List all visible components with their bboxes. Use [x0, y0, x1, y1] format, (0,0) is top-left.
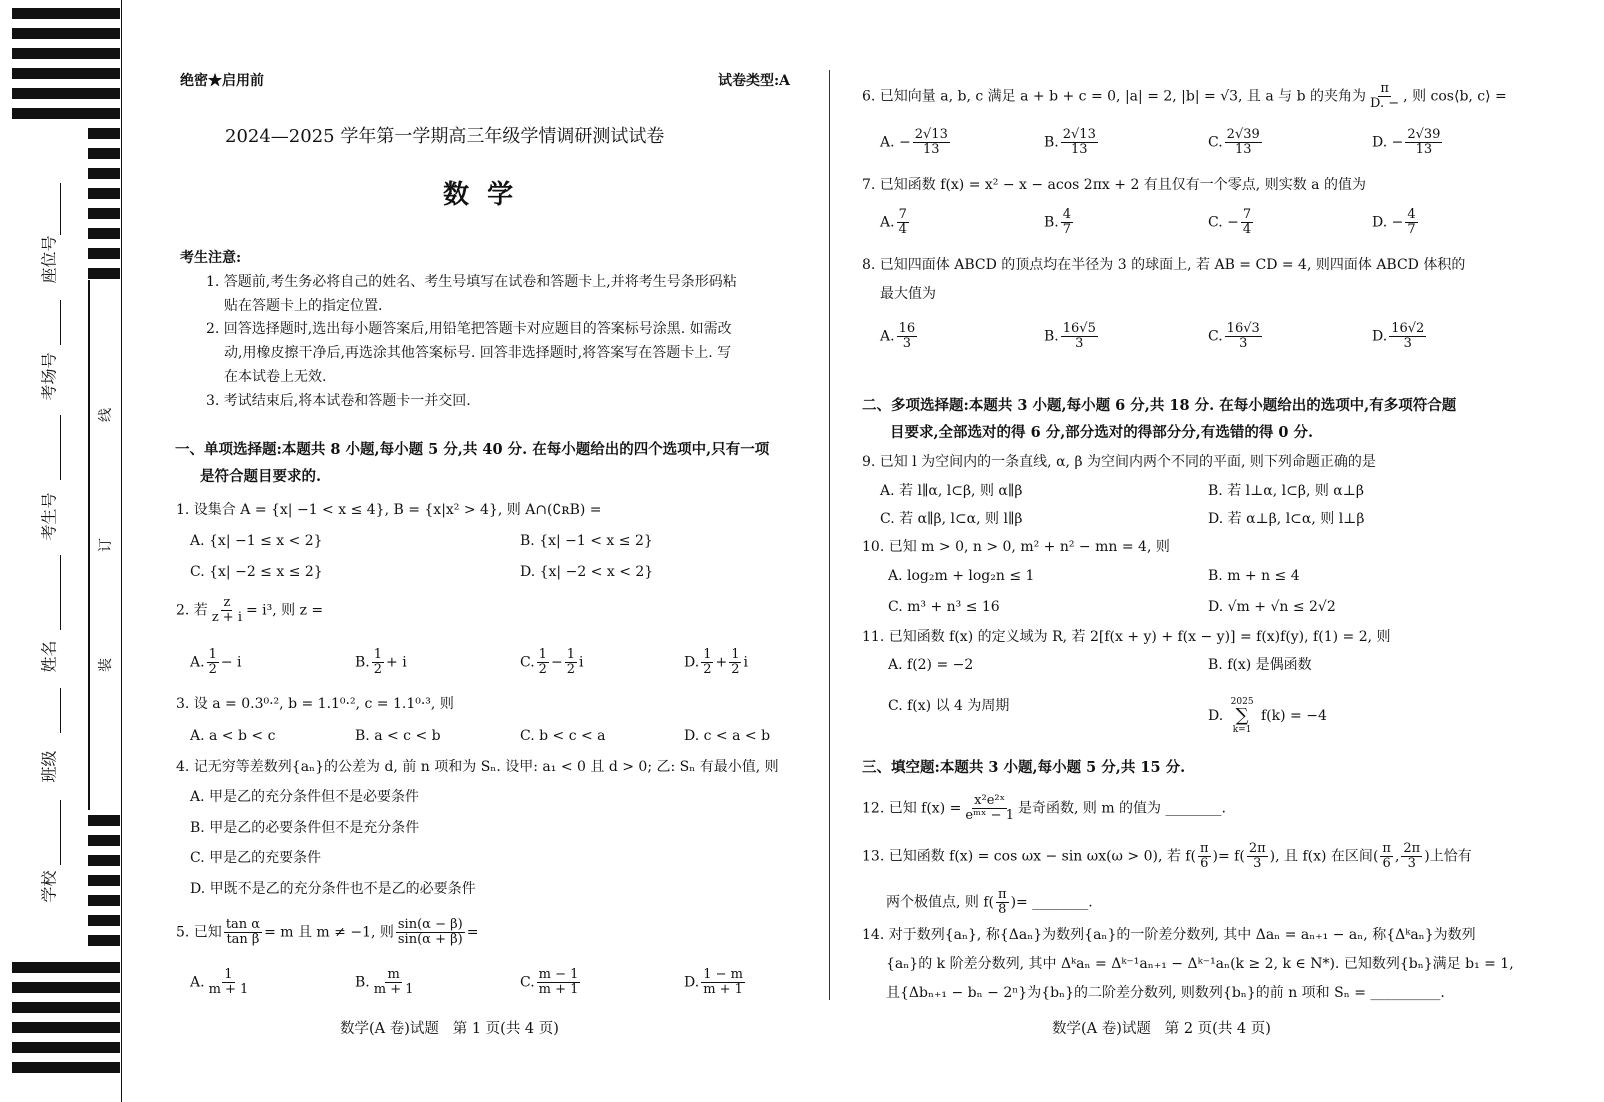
barcode-stripe: [12, 48, 120, 59]
q11-option-a: A. f(2) = −2: [888, 657, 974, 673]
q8-option-c: C. $\frac{16√3}{3}$: [1208, 321, 1260, 351]
q9-option-a: A. 若 l∥α, l⊂β, 则 α∥β: [880, 483, 1023, 499]
q9-option-b: B. 若 l⊥α, l⊂β, 则 α⊥β: [1208, 483, 1365, 499]
q7-option-b: B. $\frac{4}{7}$: [1044, 207, 1072, 237]
name-label: 姓名: [39, 640, 59, 673]
q2-option-c: C. $\frac{1}{2}$ − $\frac{1}{2}$ i: [520, 647, 584, 677]
q3-option-d: D. c < a < b: [684, 728, 771, 744]
question-10-stem: 10. 已知 m > 0, n > 0, m² + n² − mn = 4, 则: [862, 539, 1170, 555]
barcode-stripe: [88, 935, 120, 946]
q9-option-d: D. 若 α⊥β, l⊂α, 则 l⊥β: [1208, 511, 1365, 527]
barcode-stripe: [12, 108, 120, 119]
q8-option-d: D. $\frac{16√2}{3}$: [1372, 321, 1425, 351]
barcode-stripe: [88, 188, 120, 199]
barcode-stripe: [88, 915, 120, 926]
q3-option-c: C. b < c < a: [520, 728, 606, 744]
q6-option-a: A. − $\frac{2√13}{13}$: [880, 127, 948, 157]
question-11-stem: 11. 已知函数 f(x) 的定义域为 R, 若 2[f(x + y) + f(x − y)] = f(x)f(y), f(1) = 2, 则: [862, 629, 1391, 645]
section-1-heading-cont: 是符合题目要求的.: [200, 468, 322, 485]
barcode-stripe: [88, 268, 120, 279]
notice-line: 3. 考试结束后,将本试卷和答题卡一并交回.: [206, 393, 471, 409]
class-label: 班级: [39, 750, 59, 783]
question-6-stem: 6. 已知向量 a, b, c 满足 a + b + c = 0, |a| = 2, |b| = √3, 且 a 与 b 的夹角为 $\frac{\pi}{D. -}$ , 则 cos⟨b, c⟩ =: [862, 81, 1507, 111]
question-4-stem: 4. 记无穷等差数列{aₙ}的公差为 d, 前 n 项和为 Sₙ. 设甲: a₁ < 0 且 d > 0; 乙: Sₙ 有最小值, 则: [176, 759, 779, 775]
barcode-stripe: [12, 1022, 120, 1033]
barcode-stripe: [88, 168, 120, 179]
barcode-stripe: [12, 1002, 120, 1013]
cut-mark-xian: 线: [98, 408, 114, 422]
q8-option-a: A. $\frac{16}{3}$: [880, 321, 916, 351]
fill-line: [60, 300, 61, 345]
barcode-stripe: [88, 835, 120, 846]
question-8-stem-cont: 最大值为: [880, 286, 936, 302]
question-1-stem: 1. 设集合 A = {x| −1 < x ≤ 4}, B = {x|x² > 4}, 则 A∩(∁ʀB) =: [176, 502, 602, 518]
q4-option-b: B. 甲是乙的必要条件但不是充分条件: [190, 820, 420, 836]
q1-option-b: B. {x| −1 < x ≤ 2}: [520, 533, 653, 549]
q11-option-c: C. f(x) 以 4 为周期: [888, 698, 1010, 714]
question-13-stem: 13. 已知函数 f(x) = cos ωx − sin ωx(ω > 0), 若 f( $\frac{\pi}{6}$ )= f( $\frac{2\pi}{3}$ ), 且 f(x) 在区间( $\frac{\pi}{6}$ , $\frac{2\pi}{3}$ )上恰有: [862, 841, 1472, 871]
fill-line: [60, 555, 61, 630]
fill-line: [60, 415, 61, 480]
q8-option-b: B. $\frac{16√5}{3}$: [1044, 321, 1096, 351]
paper-type: 试卷类型:A: [718, 73, 791, 89]
section-2-heading-cont: 目要求,全部选对的得 6 分,部分选对的得部分分,有选错的得 0 分.: [890, 424, 1314, 441]
q3-option-a: A. a < b < c: [190, 728, 276, 744]
q2-option-a: A. $\frac{1}{2}$ − i: [190, 647, 242, 677]
cut-line: [88, 280, 90, 810]
question-13-stem-cont: 两个极值点, 则 f( $\frac{\pi}{8}$ )= ________.: [886, 887, 1093, 917]
barcode-stripe: [12, 962, 120, 973]
exam-room-label: 考场号: [39, 352, 59, 401]
barcode-stripe: [88, 855, 120, 866]
q10-option-a: A. log₂m + log₂n ≤ 1: [888, 568, 1035, 584]
question-7-stem: 7. 已知函数 f(x) = x² − x − acos 2πx + 2 有且仅有一个零点, 则实数 a 的值为: [862, 177, 1366, 193]
q4-option-a: A. 甲是乙的充分条件但不是必要条件: [190, 789, 420, 805]
barcode-stripe: [88, 128, 120, 139]
question-2-stem: 2. 若 $\frac{z}{z + i}$ = i³, 则 z =: [176, 595, 324, 625]
notice-line: 2. 回答选择题时,选出每小题答案后,用铅笔把答题卡对应题目的答案标号涂黑. 如需改: [206, 321, 732, 337]
q1-option-a: A. {x| −1 ≤ x < 2}: [190, 533, 323, 549]
question-12-stem: 12. 已知 f(x) = $\frac{\text{x²e²ˣ}}{\text{eᵐˣ − 1}}$ 是奇函数, 则 m 的值为 ________.: [862, 793, 1226, 823]
summation-symbol: ∑: [1235, 705, 1249, 726]
q7-option-a: A. $\frac{7}{4}$: [880, 207, 907, 237]
page-1-footer: 数学(A 卷)试题 第 1 页(共 4 页): [340, 1021, 559, 1037]
page-edge-line: [121, 0, 122, 1102]
barcode-stripe: [12, 1062, 120, 1073]
question-14-line: 14. 对于数列{aₙ}, 称{Δaₙ}为数列{aₙ}的一阶差分数列, 其中 Δaₙ = aₙ₊₁ − aₙ, 称{Δᵏaₙ}为数列: [862, 927, 1476, 943]
section-2-heading: 二、多项选择题:本题共 3 小题,每小题 6 分,共 18 分. 在每小题给出的选项中,有多项符合题: [862, 397, 1457, 414]
school-label: 学校: [39, 870, 59, 903]
barcode-stripe: [12, 1042, 120, 1053]
page-2-footer: 数学(A 卷)试题 第 2 页(共 4 页): [1052, 1021, 1271, 1037]
notice-line: 在本试卷上无效.: [224, 369, 327, 385]
q2-option-b: B. $\frac{1}{2}$ + i: [355, 647, 407, 677]
fraction: $\frac{z}{z + i}$: [211, 595, 242, 625]
q1-option-c: C. {x| −2 ≤ x ≤ 2}: [190, 564, 323, 580]
q9-option-c: C. 若 α∥β, l⊂α, 则 l∥β: [880, 511, 1023, 527]
q6-option-c: C. $\frac{2√39}{13}$: [1208, 127, 1260, 157]
q10-option-d: D. √m + √n ≤ 2√2: [1208, 599, 1336, 615]
barcode-stripe: [88, 875, 120, 886]
question-14-line: {aₙ}的 k 阶差分数列, 其中 Δᵏaₙ = Δᵏ⁻¹aₙ₊₁ − Δᵏ⁻¹aₙ(k ≥ 2, k ∈ N*). 已知数列{bₙ}满足 b₁ = 1,: [886, 956, 1514, 972]
column-divider: [829, 70, 830, 1000]
q4-option-d: D. 甲既不是乙的充分条件也不是乙的必要条件: [190, 881, 476, 897]
notice-line: 贴在答题卡上的指定位置.: [224, 298, 383, 314]
cut-mark-ding: 订: [98, 538, 114, 552]
notice-title: 考生注意:: [180, 250, 242, 266]
q7-option-d: D. − $\frac{4}{7}$: [1372, 207, 1416, 237]
seat-number-label: 座位号: [39, 235, 59, 284]
candidate-number-label: 考生号: [39, 492, 59, 541]
question-3-stem: 3. 设 a = 0.3⁰·², b = 1.1⁰·², c = 1.1⁰·³, 则: [176, 696, 454, 712]
question-5-stem: 5. 已知 $\frac{\text{tan α}}{\text{tan β}}$ = m 且 m ≠ −1, 则 $\frac{\sin(\alpha - \beta)}{\sin(\alpha + \beta)}$ =: [176, 917, 479, 947]
barcode-stripe: [88, 228, 120, 239]
barcode-stripe: [88, 248, 120, 259]
q6-option-b: B. $\frac{2√13}{13}$: [1044, 127, 1096, 157]
q5-option-b: B. $\frac{m}{m + 1}$: [355, 967, 414, 997]
barcode-stripe: [12, 28, 120, 39]
q7-option-c: C. − $\frac{7}{4}$: [1208, 207, 1252, 237]
q3-option-b: B. a < c < b: [355, 728, 441, 744]
section-3-heading: 三、填空题:本题共 3 小题,每小题 5 分,共 15 分.: [862, 759, 1186, 776]
q6-option-d: D. − $\frac{2√39}{13}$: [1372, 127, 1441, 157]
fill-line: [60, 688, 61, 733]
q11-option-b: B. f(x) 是偶函数: [1208, 657, 1312, 673]
answer-blank: ________.: [1165, 800, 1226, 817]
cut-mark-zhuang: 装: [98, 658, 114, 672]
q1-option-d: D. {x| −2 < x < 2}: [520, 564, 654, 580]
notice-line: 1. 答题前,考生务必将自己的姓名、考生号填写在试卷和答题卡上,并将考生号条形码粘: [206, 274, 737, 290]
barcode-stripe: [88, 895, 120, 906]
barcode-stripe: [12, 982, 120, 993]
section-1-heading: 一、单项选择题:本题共 8 小题,每小题 5 分,共 40 分. 在每小题给出的四个选项中,只有一项: [175, 441, 770, 458]
q5-option-a: A. $\frac{1}{m + 1}$: [190, 967, 249, 997]
question-9-stem: 9. 已知 l 为空间内的一条直线, α, β 为空间内两个不同的平面, 则下列命题正确的是: [862, 454, 1376, 470]
question-14-line: 且{Δbₙ₊₁ − bₙ − 2ⁿ}为{bₙ}的二阶差分数列, 则数列{bₙ}的前 n 项和 Sₙ = __________.: [886, 985, 1445, 1001]
q10-option-b: B. m + n ≤ 4: [1208, 568, 1300, 584]
q5-option-d: D. $\frac{1 - m}{m + 1}$: [684, 967, 743, 997]
q10-option-c: C. m³ + n³ ≤ 16: [888, 599, 1000, 615]
q11-option-d: D. 2025 ∑ k=1 f(k) = −4: [1208, 697, 1327, 735]
q2-option-d: D. $\frac{1}{2}$ + $\frac{1}{2}$ i: [684, 647, 748, 677]
fill-line: [60, 183, 61, 235]
barcode-stripe: [12, 88, 120, 99]
subject-title: 数 学: [443, 180, 514, 210]
barcode-stripe: [88, 148, 120, 159]
q4-option-c: C. 甲是乙的充要条件: [190, 850, 322, 866]
fill-line: [60, 800, 61, 865]
barcode-stripe: [12, 68, 120, 79]
barcode-stripe: [88, 815, 120, 826]
barcode-stripe: [88, 208, 120, 219]
notice-line: 动,用橡皮擦干净后,再选涂其他答案标号. 回答非选择题时,将答案写在答题卡上. 写: [224, 345, 732, 361]
q5-option-c: C. $\frac{m - 1}{m + 1}$: [520, 967, 579, 997]
secret-label: 绝密★启用前: [180, 73, 264, 89]
question-8-stem: 8. 已知四面体 ABCD 的顶点均在半径为 3 的球面上, 若 AB = CD = 4, 则四面体 ABCD 体积的: [862, 257, 1466, 273]
exam-title: 2024—2025 学年第一学期高三年级学情调研测试试卷: [225, 126, 665, 147]
barcode-stripe: [12, 8, 120, 19]
